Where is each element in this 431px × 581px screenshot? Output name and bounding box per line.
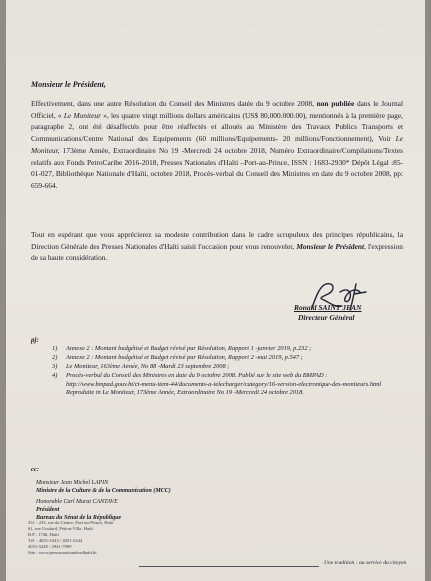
p1-text-7: 173ème Année, Extraordinaire No 19 -Mercredi 24 octobre 2018, Numéro Extraordinaire/Compilations/Textes relatifs aux Fonds PetroCaribe 2016-2018, Presses Nationales d'Haïti –Port-au-Prince, ISSN : 1683-2930* Dépôt Légal :85-01-027, Bibliothèque Nationale d'Haïti, octobre 2018, Procès-verbal du Conseil des Ministres en date du 9 octobre 2008, pp: 659-664. — [31, 145, 403, 190]
p2-text-1: Tout en espérant que vous apprécierez sa modeste contribution dans le cadre scrupuleux des principes républicains, la Direction Générale des Presses Nationales d'Haïti saisit l'occasion pour vous renouveler, — [31, 230, 403, 251]
cc-recipient — [36, 498, 121, 522]
signatory-title: Directeur Général — [298, 313, 355, 322]
p2-monsieur-le-president: Monsieur le Président — [296, 241, 365, 251]
attachments-list — [52, 345, 402, 399]
signature-block — [256, 278, 406, 338]
p1-text-1: Effectivement, dans une autre Résolution du Conseil des Ministres datée du 9 octobre 2008, — [31, 99, 317, 108]
signatory-name: Ronald SAINT JEAN — [294, 303, 362, 312]
footer-line: B.P : 1746, Haïti — [28, 532, 59, 537]
footer-motto: Une tradition : au service du citoyen — [324, 560, 407, 566]
footer-divider — [139, 566, 319, 567]
attachment-text: Le Moniteur, 163ème Année, No 88 -Mardi 23 septembre 2008 ; — [66, 363, 230, 371]
p2-text-3: , l'expression de sa haute considération. — [31, 241, 403, 263]
cc-recipient-name: Honorable Carl Murat CANTAVE — [36, 499, 118, 505]
cc-recipient — [36, 479, 171, 495]
attachment-number: 3) — [52, 363, 58, 371]
paragraph-resolution — [31, 98, 403, 192]
attachment-item — [52, 372, 402, 398]
footer-line: 231 - 233, rue du Centre, Port-au-Prince, Haïti — [28, 520, 114, 525]
footer-line: 4051-5249 / 2941-7909 — [28, 544, 72, 549]
salutation: Monsieur le Président, — [31, 80, 106, 89]
footer-line: 61, rue Goulard, Pétion-Ville, Haïti — [28, 526, 93, 531]
cc-recipient-name: Monsieur Jean Michel LAPIN — [36, 480, 109, 486]
attachment-item — [52, 363, 402, 372]
p1-text-3: dans le Journal Officiel, « — [31, 99, 403, 120]
p1-non-publiee: non publiée — [316, 99, 355, 108]
attachment-item — [52, 345, 402, 354]
footer-line: Tél. : 4051-5243 / 4051-5244 — [28, 538, 83, 543]
attachment-text: Procès-verbal du Conseil des Ministres en date du 9 octobre 2008. Publié sur le site web du BMPAD : http://www.bmpad.gouv.ht/ct-menu-item-44/documents-a-telecharger/category/16-version-electronique-des-moniteurs.html Reproduite in Le Moniteur, 173ème Année, Extraordinaire No 19 -Mercredi 24 octobre 2018. — [66, 372, 382, 397]
p1-le-moniteur: Le Moniteur — [63, 110, 101, 120]
attachment-number: 1) — [52, 345, 58, 352]
attachments-label: pj: — [31, 336, 39, 344]
cc-recipient-role: Président — [36, 507, 60, 513]
p1-text-5: », les quatre vingt millions dollars américains (US$ 80,000.000.00), mentionnés à la première page, paragraphe 2, ont été désaffectés pour être réaffectés et alloués au Ministère des Travaux Publics Transports et Communications/Centre National des Equipements (60 millions/Equipements- 20 millions/Fonctionnement), Voir — [31, 110, 403, 144]
p1-voir-le-moniteur: Le Moniteur, — [31, 134, 403, 155]
cc-recipient-role: Ministre de la Culture & de la Communication (MCC) — [36, 488, 171, 494]
footer-line: Site : www.pressesnationalesdhaiti.ht — [28, 550, 97, 555]
cc-recipient-office: Bureau du Sénat de la République — [36, 515, 122, 521]
attachment-number: 4) — [52, 372, 58, 380]
footer-address — [28, 520, 113, 556]
attachment-text: Annexe 2 : Montant budgétisé et Budget révisé par Résolution, Rapport 1 -janvier 2019, p.232 ; — [66, 345, 312, 352]
paragraph-closing — [31, 229, 403, 264]
attachment-text: Annexe 2 : Montant budgétisé et Budget révisé par Résolution, Rapport 2 -mai 2019, p.547 ; — [66, 354, 303, 362]
letter-page — [6, 0, 425, 581]
attachment-item — [52, 354, 402, 363]
cc-label: cc: — [31, 466, 40, 473]
attachment-number: 2) — [52, 354, 58, 362]
